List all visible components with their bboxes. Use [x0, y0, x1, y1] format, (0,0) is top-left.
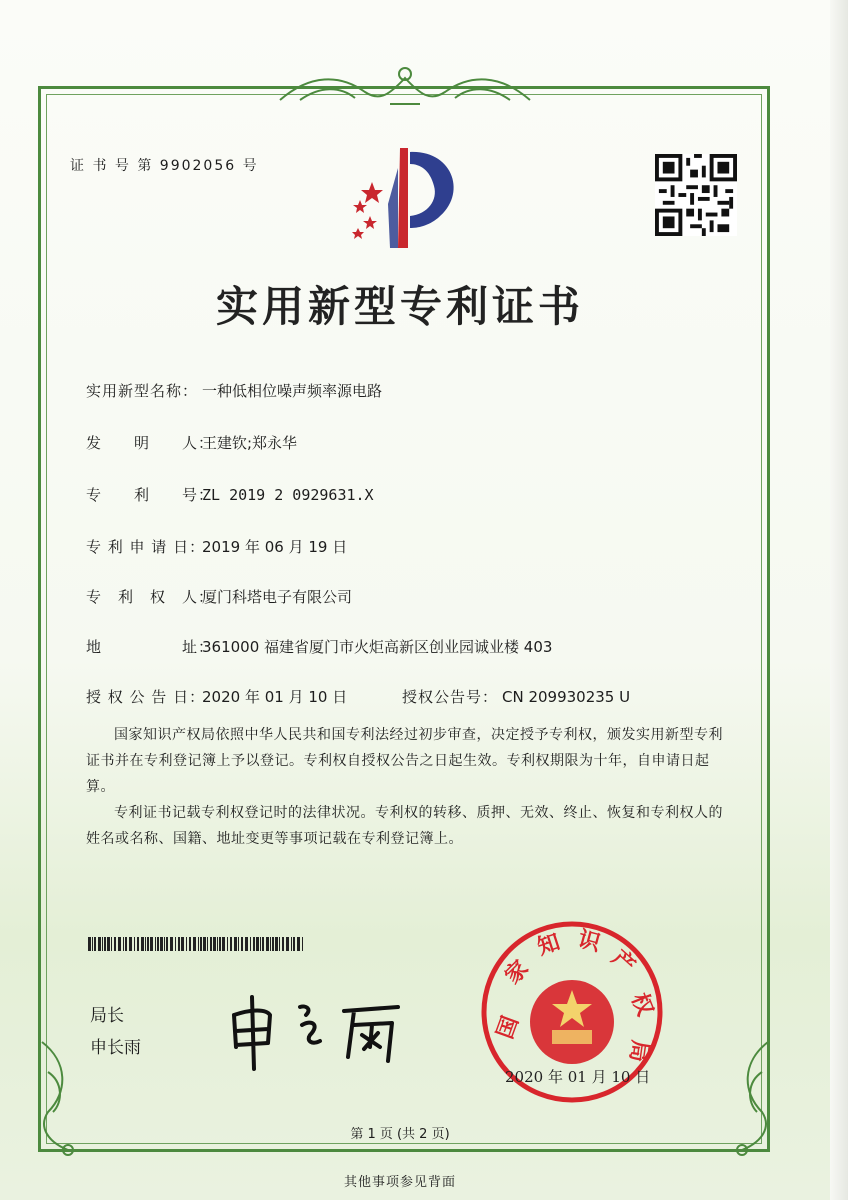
field-inventor [86, 432, 297, 453]
field-label: 授 权 公 告 日： [86, 688, 206, 706]
field-value: 王建钦;郑永华 [202, 434, 298, 452]
paragraph-legal-status: 专利证书记载专利权登记时的法律状况。专利权的转移、质押、无效、终止、恢复和专利权人的姓名或名称、国籍、地址变更等事项记载在专利登记簿上。 [86, 805, 723, 847]
field-label: 地 址： [86, 638, 215, 656]
field-label: 发 明 人： [86, 434, 215, 452]
field-patent-number [86, 484, 374, 505]
signature-name: 申长雨 [90, 1038, 141, 1058]
field-value: 一种低相位噪声频率源电路 [202, 382, 383, 400]
cnipa-logo-icon [338, 144, 468, 252]
field-value: 2019 年 06 月 19 日 [202, 538, 348, 556]
page-number: 第 1 页 (共 2 页) [350, 1127, 450, 1142]
svg-text:家: 家 [499, 955, 534, 990]
bottom-right-ornament-icon [712, 1032, 782, 1162]
field-label: 实用新型名称： [86, 382, 199, 400]
paragraph-grant-statement: 国家知识产权局依照中华人民共和国专利法经过初步审查，决定授予专利权，颁发实用新型专利证书并在专利登记簿上予以登记。专利权自授权公告之日起生效。专利权期限为十年，自申请日起算。 [86, 727, 723, 795]
field-label: 专 利 权 人： [86, 588, 215, 606]
svg-text:识: 识 [575, 925, 604, 957]
field-value: 361000 福建省厦门市火炬高新区创业园诚业楼 403 [202, 638, 553, 656]
svg-text:产: 产 [606, 944, 641, 979]
svg-text:国: 国 [491, 1012, 524, 1043]
field-label: 授权公告号： [402, 688, 499, 706]
qr-code-icon [655, 154, 737, 236]
field-patentee [86, 586, 352, 607]
field-value: CN 209930235 U [502, 688, 631, 706]
field-label: 专 利 申 请 日： [86, 538, 206, 556]
svg-text:权: 权 [625, 989, 659, 1020]
top-ornament-icon [270, 64, 540, 110]
field-grant-date [86, 686, 630, 707]
handwritten-signature [222, 985, 412, 1075]
seal-date: 2020 年 01 月 10 日 [505, 1068, 651, 1086]
svg-text:知: 知 [534, 928, 564, 961]
certificate-number: 证 书 号 第 9902056 号 [70, 158, 259, 174]
footer-note: 其他事项参见背面 [343, 1175, 456, 1190]
field-address [86, 636, 552, 657]
field-application-date [86, 536, 347, 557]
field-label: 专 利 号： [86, 486, 215, 504]
field-value: 厦门科塔电子有限公司 [202, 588, 353, 606]
signature-title: 局长 [90, 1006, 124, 1026]
field-value: 2020 年 01 月 10 日 [202, 688, 348, 706]
field-utility-name [86, 380, 382, 401]
barcode-icon [88, 937, 306, 951]
field-value: ZL 2019 2 0929631.X [202, 486, 374, 504]
page-edge [830, 0, 848, 1200]
certificate-title: 实用新型专利证书 [215, 282, 584, 331]
svg-text:局: 局 [624, 1038, 654, 1064]
bottom-left-ornament-icon [28, 1032, 98, 1162]
